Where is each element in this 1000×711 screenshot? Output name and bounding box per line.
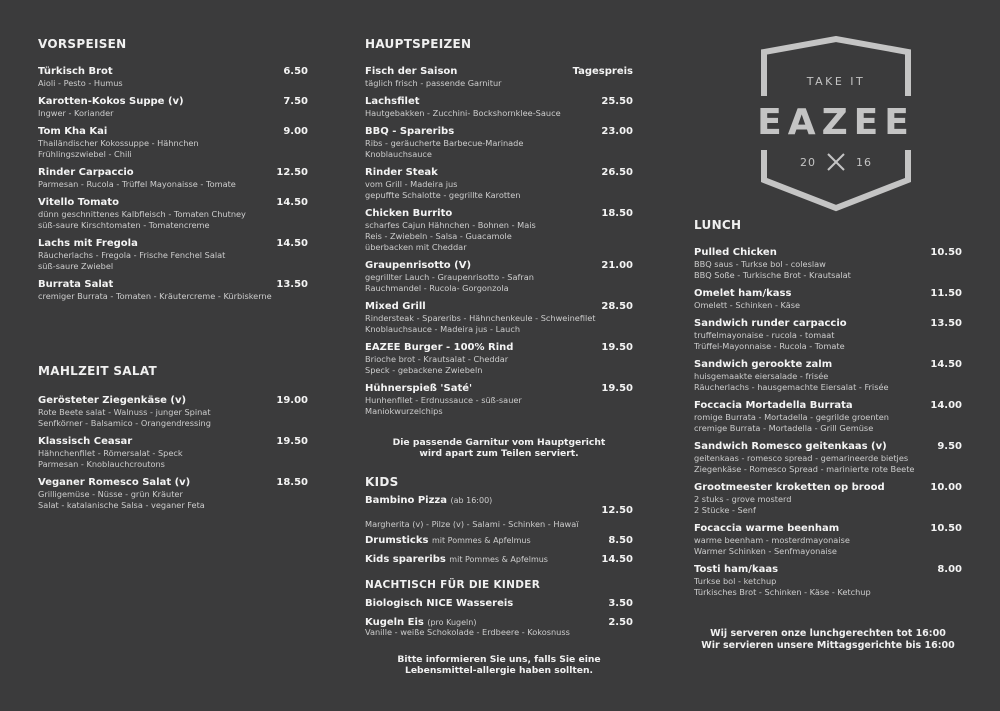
menu-item-desc: Rindersteak - Spareribs - Hähnchenkeule - Schweinefilet bbox=[365, 313, 596, 323]
menu-item bbox=[365, 95, 633, 119]
menu-item-desc: Knoblauchsauce - Madeira jus - Lauch bbox=[365, 324, 521, 334]
menu-item-price: 10.50 bbox=[930, 523, 962, 534]
menu-item-row bbox=[38, 237, 308, 250]
menu-item-price: 14.50 bbox=[276, 197, 308, 208]
menu-item-desc: geitenkaas - romesco spread - gemarineerde bietjes bbox=[694, 453, 909, 463]
kids-list bbox=[365, 534, 633, 566]
menu-item bbox=[694, 399, 962, 434]
menu-item-row bbox=[365, 382, 633, 395]
menu-item-desc: Maniokwurzelchips bbox=[365, 406, 443, 416]
menu-item-desc: Rauchmandel - Rucola- Gorgonzola bbox=[365, 283, 509, 293]
menu-item bbox=[365, 125, 633, 160]
garnitur-note bbox=[365, 437, 633, 459]
menu-item-price: 9.50 bbox=[937, 441, 962, 452]
lunch-note-line: Wir servieren unsere Mittagsgerichte bis 16:00 bbox=[701, 640, 955, 651]
menu-item bbox=[365, 382, 633, 417]
menu-item-row bbox=[694, 522, 962, 535]
menu-item bbox=[365, 207, 633, 253]
dessert-label: Biologisch NICE Wassereis bbox=[365, 598, 514, 609]
menu-item-desc: 2 stuks - grove mosterd bbox=[694, 494, 792, 504]
menu-item-desc: süß-saure Kirschtomaten - Tomatencreme bbox=[38, 220, 210, 230]
menu-item-price: 12.50 bbox=[276, 167, 308, 178]
menu-item-price: 9.00 bbox=[283, 126, 308, 137]
menu-item-price: 13.50 bbox=[276, 279, 308, 290]
menu-item-price: 18.50 bbox=[601, 208, 633, 219]
section-title-nachtisch: NACHTISCH FÜR DIE KINDER bbox=[365, 579, 541, 591]
menu-item-name: Omelet ham/kass bbox=[694, 288, 792, 299]
menu-item-name: Tom Kha Kai bbox=[38, 126, 108, 137]
dessert-label: Kugeln Eis bbox=[365, 617, 424, 628]
menu-item-name: Burrata Salat bbox=[38, 279, 114, 290]
nachtisch-list bbox=[365, 597, 633, 638]
menu-item-name: Mixed Grill bbox=[365, 301, 426, 312]
kids-pizza-name: Bambino Pizza (ab 16:00) bbox=[365, 495, 493, 506]
kids-item-name bbox=[365, 553, 548, 566]
kids-pizza-desc: Margherita (v) - Pilze (v) - Salami - Schinken - Hawaï bbox=[365, 519, 579, 529]
menu-item-row bbox=[365, 300, 633, 313]
menu-item-desc: scharfes Cajun Hähnchen - Bohnen - Mais bbox=[365, 220, 536, 230]
vorspeisen-list bbox=[38, 65, 308, 302]
menu-item-desc: Senfkörner - Balsamico - Orangendressing bbox=[38, 418, 211, 428]
menu-item-desc: 2 Stücke - Senf bbox=[694, 505, 756, 515]
menu-item bbox=[694, 246, 962, 281]
menu-item-price: 28.50 bbox=[601, 301, 633, 312]
section-title-lunch: LUNCH bbox=[694, 218, 742, 232]
menu-item-row bbox=[694, 481, 962, 494]
menu-item-price: 19.50 bbox=[276, 436, 308, 447]
menu-item bbox=[38, 196, 308, 231]
menu-item-row bbox=[38, 435, 308, 448]
menu-item-price: 10.00 bbox=[930, 482, 962, 493]
menu-item-name: Sandwich Romesco geitenkaas (v) bbox=[694, 441, 887, 452]
menu-item-desc: überbacken mit Cheddar bbox=[365, 242, 467, 252]
menu-item-name: Vitello Tomato bbox=[38, 197, 119, 208]
fork-knife-icon bbox=[828, 154, 844, 170]
allergy-note-line: Bitte informieren Sie uns, falls Sie eine bbox=[397, 654, 601, 665]
menu-item-row bbox=[365, 207, 633, 220]
menu-item-desc: BBQ saus - Turkse bol - coleslaw bbox=[694, 259, 826, 269]
menu-item-price: 18.50 bbox=[276, 477, 308, 488]
menu-item bbox=[694, 317, 962, 352]
lunch-note bbox=[694, 628, 962, 652]
menu-item bbox=[694, 287, 962, 311]
menu-item-desc: Hähnchenfilet - Römersalat - Speck bbox=[38, 448, 183, 458]
menu-item-name: Lachs mit Fregola bbox=[38, 238, 138, 249]
section-title-haupt: HAUPTSPEIZEN bbox=[365, 37, 472, 51]
menu-item-name: Rinder Carpaccio bbox=[38, 167, 134, 178]
menu-item-price: 14.00 bbox=[930, 400, 962, 411]
menu-item-row bbox=[38, 278, 308, 291]
menu-item-desc: Knoblauchsauce bbox=[365, 149, 432, 159]
menu-item-price: 13.50 bbox=[930, 318, 962, 329]
menu-item-name: Hühnerspieß 'Saté' bbox=[365, 383, 473, 394]
menu-item-desc: Räucherlachs - hausgemachte Eiersalat - Frisée bbox=[694, 382, 889, 392]
menu-item-row bbox=[694, 246, 962, 259]
eazee-logo bbox=[750, 36, 922, 212]
dessert-price: 3.50 bbox=[608, 598, 633, 609]
menu-item bbox=[38, 476, 308, 511]
lunch-list bbox=[694, 246, 962, 598]
menu-item-desc: gegrillter Lauch - Graupenrisotto - Safran bbox=[365, 272, 534, 282]
menu-item-price: 14.50 bbox=[276, 238, 308, 249]
garnitur-note-line: Die passende Garnitur vom Hauptgericht bbox=[392, 437, 606, 448]
menu-item-desc: vom Grill - Madeira jus bbox=[365, 179, 458, 189]
menu-item-desc: romige Burrata - Mortadella - gegrilde groenten bbox=[694, 412, 889, 422]
menu-item bbox=[365, 341, 633, 376]
lunch-note-line: Wij serveren onze lunchgerechten tot 16:00 bbox=[710, 628, 946, 639]
menu-item-name: Fisch der Saison bbox=[365, 66, 458, 77]
menu-item-desc: warme beenham - mosterdmayonaise bbox=[694, 535, 850, 545]
menu-item-desc: Aioli - Pesto - Humus bbox=[38, 78, 123, 88]
menu-item-desc: Türkisches Brot - Schinken - Käse - Ketchup bbox=[694, 587, 871, 597]
section-title-kids: KIDS bbox=[365, 475, 399, 489]
kids-item-note: mit Pommes & Apfelmus bbox=[449, 555, 548, 564]
menu-item-row bbox=[38, 196, 308, 209]
menu-item-name: Pulled Chicken bbox=[694, 247, 777, 258]
menu-item-row bbox=[694, 317, 962, 330]
dessert-name bbox=[365, 597, 513, 610]
menu-item-desc: Brioche brot - Krautsalat - Cheddar bbox=[365, 354, 509, 364]
menu-item bbox=[38, 435, 308, 470]
menu-item-name: Türkisch Brot bbox=[38, 66, 113, 77]
allergy-note-line: Lebensmittel-allergie haben sollten. bbox=[404, 665, 594, 676]
menu-item-row bbox=[694, 563, 962, 576]
dessert-note: (pro Kugeln) bbox=[427, 618, 477, 627]
menu-item-name: Klassisch Ceasar bbox=[38, 436, 133, 447]
menu-item-desc: Parmesan - Knoblauchcroutons bbox=[38, 459, 165, 469]
menu-item-desc: Ziegenkäse - Romesco Spread - marinierte rote Beete bbox=[694, 464, 915, 474]
menu-item-row bbox=[365, 125, 633, 138]
dessert-desc: Vanille - weiße Schokolade - Erdbeere - Kokosnuss bbox=[365, 627, 570, 637]
menu-item-desc: Grilligemüse - Nüsse - grün Kräuter bbox=[38, 489, 183, 499]
menu-item bbox=[38, 237, 308, 272]
menu-item-name: Sandwich gerookte zalm bbox=[694, 359, 833, 370]
kids-pizza-price: 12.50 bbox=[601, 505, 633, 516]
kids-item-label: Kids spareribs bbox=[365, 554, 446, 565]
menu-item-row bbox=[38, 65, 308, 78]
menu-item bbox=[38, 166, 308, 190]
menu-item-desc: Rote Beete salat - Walnuss - junger Spinat bbox=[38, 407, 211, 417]
kids-item bbox=[365, 534, 633, 547]
menu-item-desc: Reis - Zwiebeln - Salsa - Guacamole bbox=[365, 231, 512, 241]
menu-item bbox=[365, 65, 633, 89]
menu-item bbox=[38, 394, 308, 429]
menu-item-desc: Thailändischer Kokossuppe - Hähnchen bbox=[38, 138, 199, 148]
dessert-row bbox=[365, 597, 633, 610]
menu-item-price: Tagespreis bbox=[572, 66, 633, 77]
menu-item-price: 19.50 bbox=[601, 383, 633, 394]
logo-top-text: TAKE IT bbox=[806, 75, 866, 88]
dessert-item bbox=[365, 616, 633, 638]
menu-item-desc: Ribs - geräucherte Barbecue-Marinade bbox=[365, 138, 524, 148]
menu-item-name: Focaccia warme beenham bbox=[694, 523, 840, 534]
menu-item-name: Gerösteter Ziegenkäse (v) bbox=[38, 395, 187, 406]
logo-year-right: 16 bbox=[856, 156, 872, 169]
menu-item-name: BBQ - Spareribs bbox=[365, 126, 455, 137]
menu-item-price: 23.00 bbox=[601, 126, 633, 137]
kids-item-name bbox=[365, 534, 531, 547]
menu-item-row bbox=[365, 65, 633, 78]
menu-item-desc: Frühlingszwiebel - Chili bbox=[38, 149, 132, 159]
kids-pizza bbox=[365, 494, 633, 530]
menu-item-desc: Warmer Schinken - Senfmayonaise bbox=[694, 546, 837, 556]
menu-item-desc: Omelett - Schinken - Käse bbox=[694, 300, 801, 310]
menu-item-name: Rinder Steak bbox=[365, 167, 438, 178]
menu-item-name: Tosti ham/kaas bbox=[694, 564, 779, 575]
menu-item-row bbox=[694, 399, 962, 412]
menu-item-name: Sandwich runder carpaccio bbox=[694, 318, 847, 329]
menu-item-desc: Speck - gebackene Zwiebeln bbox=[365, 365, 483, 375]
menu-item-row bbox=[365, 166, 633, 179]
menu-item bbox=[694, 358, 962, 393]
salat-list bbox=[38, 394, 308, 511]
kids-item-label: Drumsticks bbox=[365, 535, 429, 546]
menu-item-price: 7.50 bbox=[283, 96, 308, 107]
menu-item bbox=[694, 481, 962, 516]
menu-item-price: 6.50 bbox=[283, 66, 308, 77]
menu-item-name: Grootmeester kroketten op brood bbox=[694, 482, 885, 493]
menu-item-desc: täglich frisch - passende Garnitur bbox=[365, 78, 502, 88]
menu-item-price: 19.50 bbox=[601, 342, 633, 353]
menu-item-desc: Räucherlachs - Fregola - Frische Fenchel Salat bbox=[38, 250, 226, 260]
menu-item-price: 25.50 bbox=[601, 96, 633, 107]
menu-item-row bbox=[694, 358, 962, 371]
logo-year-left: 20 bbox=[800, 156, 816, 169]
menu-item-price: 26.50 bbox=[601, 167, 633, 178]
menu-item-row bbox=[38, 166, 308, 179]
menu-item-desc: Ingwer - Koriander bbox=[38, 108, 114, 118]
menu-item-price: 14.50 bbox=[930, 359, 962, 370]
menu-item-row bbox=[365, 95, 633, 108]
menu-item-name: Graupenrisotto (V) bbox=[365, 260, 472, 271]
menu-item-desc: Parmesan - Rucola - Trüffel Mayonaisse - Tomate bbox=[38, 179, 236, 189]
menu-item-row bbox=[694, 440, 962, 453]
menu-item bbox=[38, 95, 308, 119]
kids-item-note: mit Pommes & Apfelmus bbox=[431, 536, 531, 545]
menu-item-row bbox=[38, 394, 308, 407]
menu-item-name: Foccacia Mortadella Burrata bbox=[694, 400, 853, 411]
menu-item-row bbox=[38, 95, 308, 108]
section-title-salat: MAHLZEIT SALAT bbox=[38, 364, 157, 378]
haupt-list bbox=[365, 65, 633, 417]
menu-item-desc: Hunhenfilet - Erdnussauce - süß-sauer bbox=[365, 395, 522, 405]
dessert-price: 2.50 bbox=[608, 617, 633, 628]
menu-item-desc: huisgemaakte eiersalade - frisée bbox=[694, 371, 829, 381]
menu-item-name: Veganer Romesco Salat (v) bbox=[38, 477, 191, 488]
menu-item-row bbox=[365, 341, 633, 354]
menu-item bbox=[694, 522, 962, 557]
menu-item-name: Lachsfilet bbox=[365, 96, 420, 107]
menu-item-name: EAZEE Burger - 100% Rind bbox=[365, 342, 514, 353]
menu-item-desc: BBQ Soße - Turkische Brot - Krautsalat bbox=[694, 270, 851, 280]
menu-item-desc: truffelmayonaise - rucola - tomaat bbox=[694, 330, 835, 340]
menu-item bbox=[694, 563, 962, 598]
menu-item-name: Chicken Burrito bbox=[365, 208, 453, 219]
menu-item bbox=[365, 166, 633, 201]
menu-item-row bbox=[38, 476, 308, 489]
allergy-note bbox=[365, 654, 633, 676]
menu-item-desc: Salat - katalanische Salsa - veganer Feta bbox=[38, 500, 205, 510]
menu-item bbox=[365, 259, 633, 294]
menu-item-price: 19.00 bbox=[276, 395, 308, 406]
dessert-item bbox=[365, 597, 633, 610]
menu-item bbox=[694, 440, 962, 475]
menu-item bbox=[38, 125, 308, 160]
menu-item-desc: süß-saure Zwiebel bbox=[38, 261, 114, 271]
menu-item-row bbox=[38, 125, 308, 138]
menu-item bbox=[38, 278, 308, 302]
menu-item-name: Karotten-Kokos Suppe (v) bbox=[38, 96, 184, 107]
menu-item bbox=[38, 65, 308, 89]
menu-item-price: 10.50 bbox=[930, 247, 962, 258]
menu-item-desc: dünn geschnittenes Kalbfleisch - Tomaten Chutney bbox=[38, 209, 246, 219]
menu-item bbox=[365, 300, 633, 335]
menu-item-desc: cremiger Burrata - Tomaten - Kräutercreme - Kürbiskerne bbox=[38, 291, 272, 301]
kids-item-price: 14.50 bbox=[601, 554, 633, 565]
menu-item-desc: cremige Burrata - Mortadella - Grill Gemüse bbox=[694, 423, 874, 433]
menu-item-row bbox=[365, 259, 633, 272]
kids-item bbox=[365, 553, 633, 566]
menu-item-row bbox=[694, 287, 962, 300]
garnitur-note-line: wird apart zum Teilen serviert. bbox=[419, 448, 579, 459]
logo-brand: EAZEE bbox=[757, 102, 915, 143]
menu-item-desc: gepuffte Schalotte - gegrillte Karotten bbox=[365, 190, 521, 200]
section-title-vorspeisen: VORSPEISEN bbox=[38, 37, 127, 51]
menu-item-price: 11.50 bbox=[930, 288, 962, 299]
kids-item-price: 8.50 bbox=[608, 535, 633, 546]
menu-item-desc: Hautgebakken - Zucchini- Bockshornklee-Sauce bbox=[365, 108, 561, 118]
menu-item-desc: Trüffel-Mayonnaise - Rucola - Tomate bbox=[694, 341, 845, 351]
menu-item-price: 8.00 bbox=[937, 564, 962, 575]
menu-item-desc: Turkse bol - ketchup bbox=[694, 576, 777, 586]
menu-item-price: 21.00 bbox=[601, 260, 633, 271]
